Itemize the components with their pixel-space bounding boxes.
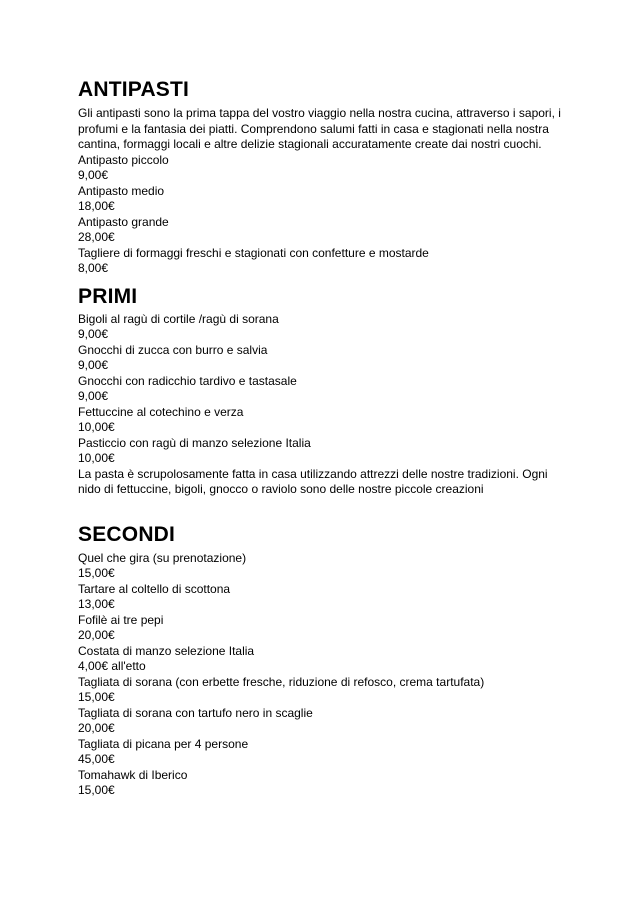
secondi-body <box>78 551 568 799</box>
menu-item-price: 10,00€ <box>78 420 115 434</box>
menu-item-price: 8,00€ <box>78 261 109 275</box>
menu-item-price: 9,00€ <box>78 168 109 182</box>
primi-heading: PRIMI <box>78 284 138 308</box>
menu-item-name: Tagliata di sorana con tartufo nero in scaglie <box>78 705 313 720</box>
menu-item-name: Bigoli al ragù di cortile /ragù di sorana <box>78 311 279 326</box>
menu-item-name: Tagliata di picana per 4 persone <box>78 736 249 751</box>
menu-item-name: Tagliata di sorana (con erbette fresche, riduzione di refosco, crema tartufata) <box>78 674 485 689</box>
menu-item-name: Pasticcio con ragù di manzo selezione Italia <box>78 435 311 450</box>
antipasti-section <box>78 78 568 277</box>
menu-item-name: Tartare al coltello di scottona <box>78 581 231 596</box>
menu-item-name: Gnocchi di zucca con burro e salvia <box>78 342 268 357</box>
menu-item-price: 20,00€ <box>78 721 115 735</box>
menu-item-price: 4,00€ all'etto <box>78 659 146 673</box>
menu-item-price: 13,00€ <box>78 597 115 611</box>
primi-body <box>78 312 568 498</box>
menu-item-price: 15,00€ <box>78 783 115 797</box>
primi-section <box>78 285 568 498</box>
menu-item-name: Fofilè ai tre pepi <box>78 612 164 627</box>
menu-item-name: Tomahawk di Iberico <box>78 767 188 782</box>
menu-item-name: Gnocchi con radicchio tardivo e tastasale <box>78 373 297 388</box>
secondi-heading: SECONDI <box>78 522 176 546</box>
menu-item-price: 45,00€ <box>78 752 115 766</box>
menu-item-name: Costata di manzo selezione Italia <box>78 643 255 658</box>
antipasti-heading: ANTIPASTI <box>78 78 190 101</box>
primi-note: La pasta è scrupolosamente fatta in casa utilizzando attrezzi delle nostre tradizioni. Ogni nido di fettuccine, bigoli, gnocco o raviolo sono delle nostre piccole creazioni <box>78 466 548 496</box>
antipasti-description: Gli antipasti sono la prima tappa del vostro viaggio nella nostra cucina, attraverso i sapori, i profumi e la fantasia dei piatti. Comprendono salumi fatti in casa e stagionati nella nostra cantina, formaggi locali e altre delizie stagionali accuratamente create dai nostri cuochi. <box>78 106 561 151</box>
menu-item-price: 28,00€ <box>78 230 115 244</box>
menu-document <box>78 78 568 799</box>
menu-item-price: 9,00€ <box>78 358 109 372</box>
menu-item-name: Antipasto medio <box>78 183 165 198</box>
menu-item-price: 15,00€ <box>78 690 115 704</box>
menu-item-name: Fettuccine al cotechino e verza <box>78 404 244 419</box>
menu-item-price: 9,00€ <box>78 327 109 341</box>
menu-item-price: 15,00€ <box>78 566 115 580</box>
menu-item-name: Antipasto grande <box>78 214 169 229</box>
menu-item-name: Antipasto piccolo <box>78 152 169 167</box>
menu-item-price: 20,00€ <box>78 628 115 642</box>
menu-item-name: Tagliere di formaggi freschi e stagionati con confetture e mostarde <box>78 245 429 260</box>
menu-item-price: 9,00€ <box>78 389 109 403</box>
secondi-section <box>78 523 568 799</box>
menu-item-price: 10,00€ <box>78 451 115 465</box>
menu-item-price: 18,00€ <box>78 199 115 213</box>
antipasti-body <box>78 106 568 277</box>
menu-item-name: Quel che gira (su prenotazione) <box>78 550 247 565</box>
